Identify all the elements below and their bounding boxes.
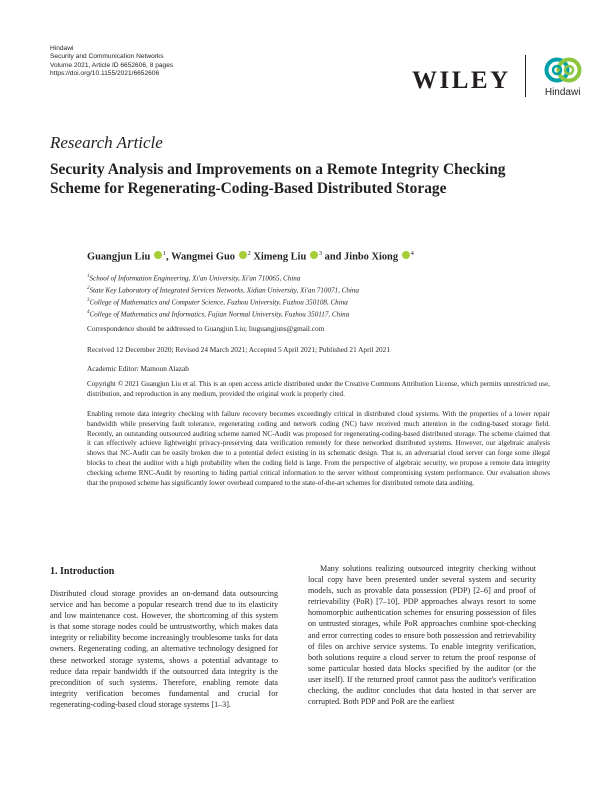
affiliation-sup: 2 bbox=[87, 285, 90, 291]
orcid-icon[interactable] bbox=[310, 251, 318, 259]
paragraph: Distributed cloud storage provides an on-demand data outsourcing service and has become a popular research trend due to its elasticity and low maintenance cost. However, the shortcoming of this system is that some storage nodes could be untrustworthy, which makes data integrity or reliability become increasingly troublesome tasks for data owners. Regenerating coding, an alternative technology designed for these networked storage systems, shows a potential advantage to reduce data repair bandwidth if the outsourced data integrity is the precondition of such systems. Therefore, enabling remote data integrity verification becomes fundamental and crucial for regenerating-coding-based cloud storage systems [1–3]. bbox=[50, 589, 278, 709]
journal-meta bbox=[50, 45, 173, 79]
affiliation-text: College of Mathematics and Informatics, Fujian Normal University, Fuzhou 350117, China bbox=[89, 309, 350, 318]
dates-line: Received 12 December 2020; Revised 24 March 2021; Accepted 5 April 2021; Published 21 April 2021 bbox=[87, 345, 390, 354]
orcid-icon[interactable] bbox=[402, 251, 410, 259]
author-list bbox=[87, 250, 414, 262]
author-affil-sup: 2 bbox=[247, 250, 251, 257]
author-name[interactable]: Wangmei Guo bbox=[171, 251, 235, 263]
article-type: Research Article bbox=[50, 133, 163, 152]
body-column-right bbox=[308, 563, 536, 707]
affiliation-item bbox=[87, 272, 359, 284]
affiliation-list bbox=[87, 272, 359, 319]
affiliation-text: School of Information Engineering, Xi'an University, Xi'an 710065, China bbox=[89, 274, 301, 283]
journal-doi[interactable]: https://doi.org/10.1155/2021/6652606 bbox=[50, 70, 160, 78]
author-name[interactable]: Ximeng Liu bbox=[253, 251, 307, 263]
hindawi-logo bbox=[535, 55, 591, 98]
orcid-icon[interactable] bbox=[239, 251, 247, 259]
affiliation-sup: 1 bbox=[87, 274, 90, 279]
affiliation-item bbox=[87, 308, 359, 320]
orcid-icon[interactable] bbox=[154, 251, 162, 259]
journal-volume: Volume 2021, Article ID 6652606, 8 pages bbox=[50, 61, 174, 69]
article-title: Security Analysis and Improvements on a Remote Integrity Checking Scheme for Regenerating-Coding-Based Distributed Storage bbox=[50, 161, 506, 197]
abstract: Enabling remote data integrity checking with failure recovery becomes exceedingly critical in distributed cloud systems. With the properties of a lower repair bandwidth while preserving fault tolerance, regenerating coding and network coding (NC) have received much attention in the coding-based storage field. Recently, an outstanding outsourced auditing scheme named NC-Audit was proposed for regenerating-coding-based distributed storage. The scheme claimed that it can effectively achieve lightweight privacy-preserving data verification remotely for these networked distributed systems. However, our algebraic analysis shows that NC-Audit can be easily broken due to a potential defect existing in its schematic design. That is, an adversarial cloud server can forge some illegal blocks to cheat the auditor with a high probability when the coding field is large. From the perspective of algebraic security, we propose a remote data integrity checking scheme RNC-Audit by resorting to hiding partial critical information to the server without compromising system performance. Our evaluation shows that the proposed scheme has significantly lower overhead compared to the state-of-the-art schemes for distributed remote data auditing. bbox=[87, 410, 550, 487]
body-column-left bbox=[50, 588, 278, 710]
hindawi-rings-icon bbox=[541, 55, 585, 85]
affiliation-sup: 4 bbox=[87, 309, 90, 315]
section-heading: 1. Introduction bbox=[50, 566, 115, 577]
journal-publisher: Hindawi bbox=[50, 45, 74, 52]
author-name[interactable]: Guangjun Liu bbox=[87, 251, 151, 263]
wiley-logo: WILEY bbox=[412, 67, 511, 94]
affiliation-text: State Key Laboratory of Integrated Services Networks, Xidian University, Xi'an 710071, China bbox=[89, 286, 359, 295]
copyright-notice: Copyright © 2021 Guangjun Liu et al. This is an open access article distributed under the Creative Commons Attribution License, which permits unrestricted use, distribution, and reproduction in any medium, provided the original work is properly cited. bbox=[87, 380, 550, 398]
paragraph: Many solutions realizing outsourced integrity checking without local copy have been presented under several system and security models, such as provable data possession (PDP) [2–6] and proof of retrievability (PoR) [7–10]. PDP approaches always resort to some homomorphic authentication schemes for ensuring possession of files on untrusted storages, while PoR approaches combine spot-checking and error correcting codes to ensure both possession and retrievability of files on archive service systems. To enable integrity verification, both solutions require a cloud server to return the proof response of some particular hosted data blocks specified by the auditor (or the user itself). If the returned proof cannot pass the auditor's verification checking, the auditor concludes that data hosted in that server are corrupted. Both PDP and PoR are the earliest bbox=[308, 564, 536, 707]
hindawi-wordmark: Hindawi bbox=[544, 86, 581, 98]
author-affil-sup: 4 bbox=[410, 250, 414, 257]
logo-divider bbox=[525, 55, 526, 97]
affiliation-sup: 3 bbox=[87, 297, 90, 303]
journal-name: Security and Communication Networks bbox=[50, 53, 164, 61]
author-affil-sup: 1 bbox=[162, 250, 167, 257]
correspondence-line: Correspondence should be addressed to Guangjun Liu; liuguangjuns@gmail.com bbox=[87, 324, 325, 333]
author-separator: and bbox=[322, 251, 345, 263]
affiliation-text: College of Mathematics and Computer Science, Fuzhou University, Fuzhou 350108, China bbox=[89, 298, 348, 307]
affiliation-item bbox=[87, 296, 359, 308]
author-name[interactable]: Jinbo Xiong bbox=[344, 251, 399, 263]
author-affil-sup: 3 bbox=[318, 250, 323, 257]
publisher-logos bbox=[412, 50, 591, 102]
author-separator: , bbox=[166, 251, 172, 263]
affiliation-item bbox=[87, 284, 359, 296]
academic-editor: Academic Editor: Mamoun Alazab bbox=[87, 364, 189, 373]
